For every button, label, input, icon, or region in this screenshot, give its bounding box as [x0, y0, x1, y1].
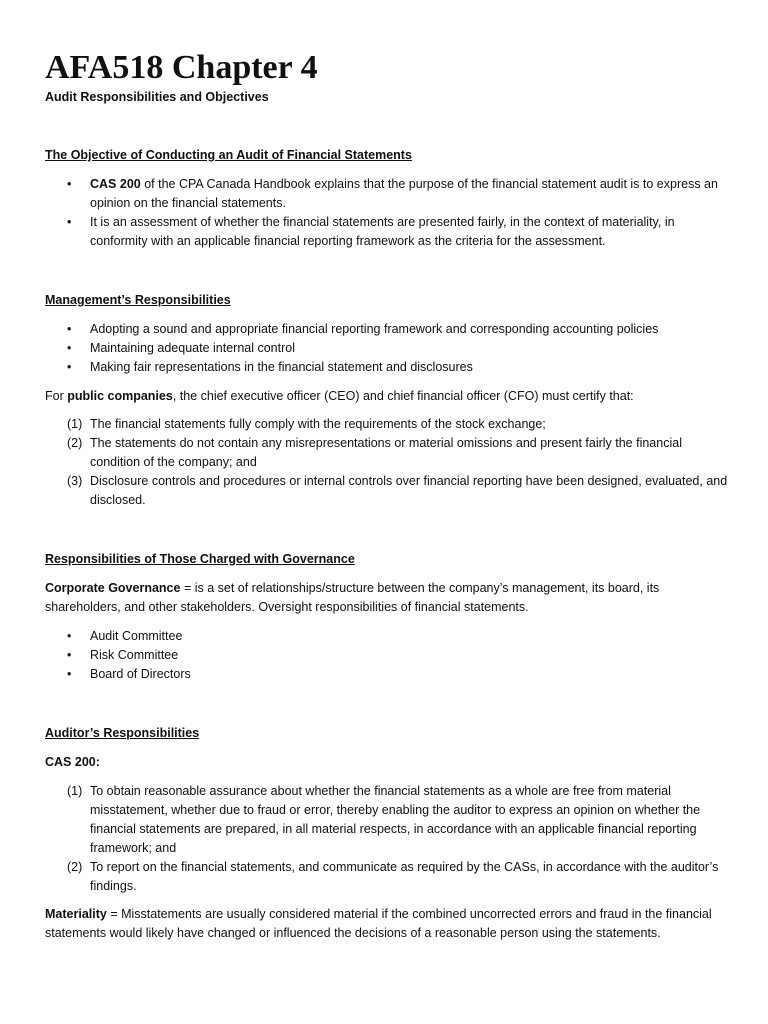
bullet-glyph: • — [67, 177, 72, 191]
list-item — [45, 627, 735, 646]
cas-reference: CAS 200 — [90, 177, 141, 191]
bullet-glyph: • — [67, 667, 72, 681]
list-item — [45, 434, 735, 472]
governance-bullet-list — [45, 627, 735, 684]
section-heading-objective: The Objective of Conducting an Audit of Financial Statements — [45, 148, 412, 162]
item-number: (2) — [67, 860, 83, 874]
bullet-text: Audit Committee — [90, 629, 183, 643]
list-item — [45, 646, 735, 665]
bullet-text: Board of Directors — [90, 667, 191, 681]
item-number: (3) — [67, 474, 83, 488]
cas-200-label: CAS 200: — [45, 755, 100, 769]
item-number: (1) — [67, 417, 83, 431]
bullet-text: Maintaining adequate internal control — [90, 341, 295, 355]
bullet-glyph: • — [67, 648, 72, 662]
bullet-text: Making fair representations in the financial statement and disclosures — [90, 360, 473, 374]
section-heading-management: Management’s Responsibilities — [45, 293, 231, 307]
item-number: (1) — [67, 784, 83, 798]
list-item — [45, 415, 735, 434]
bullet-text: of the CPA Canada Handbook explains that the purpose of the financial statement audit is to express an opinion on the financial statements. — [90, 177, 718, 210]
para-text: , the chief executive officer (CEO) and chief financial officer (CFO) must certify that: — [172, 389, 634, 403]
management-bullet-list — [45, 320, 735, 377]
para-text: For — [45, 389, 68, 403]
list-item — [45, 665, 735, 684]
ceo-cfo-numbered-list — [45, 415, 735, 510]
bullet-text: It is an assessment of whether the financial statements are presented fairly, in the context of materiality, in conformity with an applicable financial reporting framework as the criteria for the assessment. — [90, 215, 675, 248]
list-item — [45, 782, 735, 858]
page-subtitle: Audit Responsibilities and Objectives — [45, 90, 269, 104]
page-title: AFA518 Chapter 4 — [45, 49, 318, 86]
section-heading-governance: Responsibilities of Those Charged with Governance — [45, 552, 355, 566]
list-item — [45, 175, 735, 213]
corporate-governance-term: Corporate Governance — [45, 581, 181, 595]
item-text: To obtain reasonable assurance about whether the financial statements as a whole are free from material misstatement, whether due to fraud or error, thereby enabling the auditor to express an opinion on whether the financial statements are prepared, in all material respects, in accordance with an applicable financial reporting framework; and — [90, 784, 701, 855]
list-item — [45, 320, 735, 339]
list-item — [45, 213, 735, 251]
objective-bullet-list — [45, 175, 735, 251]
item-text: To report on the financial statements, and communicate as required by the CASs, in accordance with the auditor’s findings. — [90, 860, 719, 893]
materiality-paragraph — [45, 905, 735, 943]
section-heading-auditor: Auditor’s Responsibilities — [45, 726, 200, 740]
bullet-text: Risk Committee — [90, 648, 179, 662]
item-text: The financial statements fully comply with the requirements of the stock exchange; — [90, 417, 546, 431]
list-item — [45, 858, 735, 896]
item-text: The statements do not contain any misrepresentations or material omissions and present fairly the financial condition of the company; and — [90, 436, 682, 469]
bullet-glyph: • — [67, 629, 72, 643]
public-companies-term: public companies — [67, 389, 173, 403]
para-text: = Misstatements are usually considered material if the combined uncorrected errors and fraud in the financial statements would likely have changed or influenced the decisions of a reasonable person using the statements. — [45, 907, 712, 940]
bullet-glyph: • — [67, 341, 72, 355]
auditor-numbered-list — [45, 782, 735, 896]
corporate-governance-paragraph — [45, 579, 735, 617]
materiality-term: Materiality — [45, 907, 107, 921]
item-number: (2) — [67, 436, 83, 450]
bullet-glyph: • — [67, 322, 72, 336]
item-text: Disclosure controls and procedures or internal controls over financial reporting have been designed, evaluated, and disclosed. — [90, 474, 728, 507]
bullet-glyph: • — [67, 360, 72, 374]
public-companies-paragraph — [45, 387, 735, 406]
bullet-glyph: • — [67, 215, 72, 229]
list-item — [45, 358, 735, 377]
list-item — [45, 339, 735, 358]
para-text: = is a set of relationships/structure between the company’s management, its board, its shareholders, and other stakeholders. Oversight responsibilities of financial statements. — [45, 581, 660, 614]
list-item — [45, 472, 735, 510]
bullet-text: Adopting a sound and appropriate financial reporting framework and corresponding accounting policies — [90, 322, 659, 336]
